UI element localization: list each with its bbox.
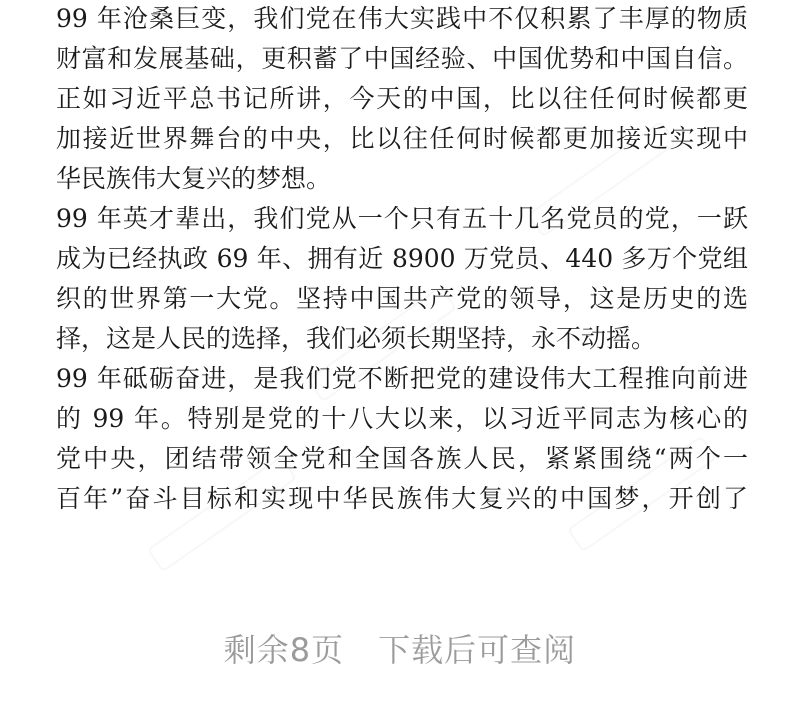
text-line: 财富和发展基础，更积蓄了中国经验、中国优势和中国自信。 [56,44,748,73]
text-line: 99 年英才辈出，我们党从一个只有五十几名党员的党，一跃 [56,204,748,233]
text-line: 99 年砥砺奋进，是我们党不断把党的建设伟大工程推向前进 [56,364,748,393]
document-body [56,0,748,519]
text-line: 正如习近平总书记所讲，今天的中国，比以往任何时候都更 [56,84,748,113]
text-line: 择，这是人民的选择，我们必须长期坚持，永不动摇。 [56,324,657,353]
text-line: 党中央，团结带领全党和全国各族人民，紧紧围绕“两个一 [56,444,748,473]
text-line: 百年”奋斗目标和实现中华民族伟大复兴的中国梦，开创了 [56,484,748,513]
download-hint-label[interactable]: 下载后可查阅 [378,631,577,669]
text-line: 织的世界第一大党。坚持中国共产党的领导，这是历史的选 [56,284,748,313]
text-line: 加接近世界舞台的中央，比以往任何时候都更加接近实现中 [56,124,748,153]
text-line: 成为已经执政 69 年、拥有近 8900 万党员、440 多万个党组 [56,244,748,273]
remaining-pages-label[interactable]: 剩余8页 [223,631,345,669]
download-prompt[interactable] [0,624,800,676]
text-line: 华民族伟大复兴的梦想。 [56,164,332,193]
text-line: 的 99 年。特别是党的十八大以来，以习近平同志为核心的 [56,404,748,433]
text-line: 99 年沧桑巨变，我们党在伟大实践中不仅积累了丰厚的物质 [56,4,748,33]
